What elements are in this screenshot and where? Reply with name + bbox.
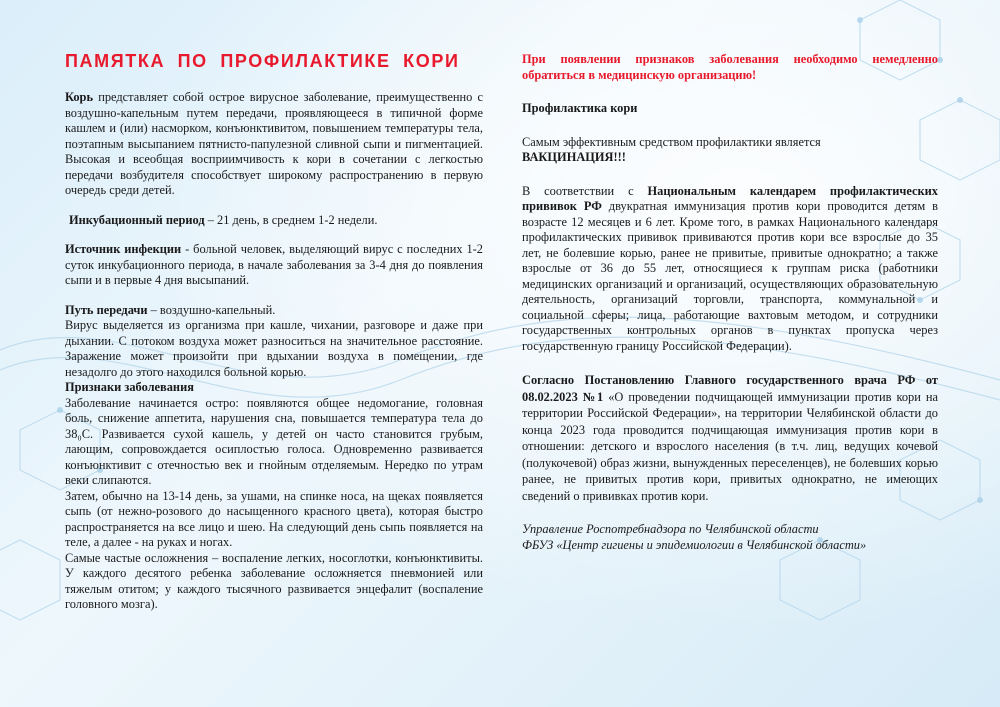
signs-heading-text: Признаки заболевания [65, 380, 194, 394]
decree-term: Согласно Постановлению Главного государственного врача РФ от 08.02.2023 №1 [522, 373, 938, 404]
right-column [522, 52, 938, 553]
signature-line-1: Управление Роспотребнадзора по Челябинской области [522, 522, 819, 536]
source-term: Источник инфекции [65, 242, 182, 256]
signature-line-2: ФБУЗ «Центр гигиены и эпидемиологии в Челябинской области» [522, 537, 867, 552]
calendar-paragraph [522, 184, 938, 355]
calendar-prefix: В соответствии с [522, 183, 648, 198]
intro-text: представляет собой острое вирусное заболевание, преимущественно с воздушно-капельным путем передачи, проявляющееся в типичной форме кашлем и (или) насморком, конъюнктивитом, повышением температуры тела, поэтапным высыпанием пятнисто-папулезной сливной сыпи и пигментацией. Высокая и всеобщая восприимчивость к кори в сочетании с легкостью передачи возбудителя способствует широкому распространению в первую очередь среди детей. [65, 90, 483, 197]
signs-paragraph-1: Заболевание начинается остро: появляются общее недомогание, головная боль, снижение аппетита, нарушения сна, повышается температура тела до 38₀С. Развивается сухой кашель, у детей он часто становится грубым, лающим, сопровождается осиплостью голоса. Одновременно развивается конъюнктивит с отечностью век и гнойным отделяемым. Нередко по утрам веки слипаются. [65, 395, 483, 487]
source-text: - больной человек, выделяющий вирус с последних 1-2 суток инкубационного периода, в начале заболевания за 3-4 дня до появления сыпи и в первые 4 дня высыпаний. [65, 242, 483, 287]
page-title: ПАМЯТКА ПО ПРОФИЛАКТИКЕ КОРИ [65, 51, 460, 71]
source-paragraph [65, 242, 483, 289]
prevention-heading [522, 101, 938, 117]
route-term: Путь передачи [65, 302, 148, 317]
vaccine-emphasis-text: ВАКЦИНАЦИЯ!!! [522, 150, 626, 164]
route-text: – воздушно-капельный. [147, 302, 276, 317]
calendar-text: двукратная иммунизация против кори проводится детям в возрасте 12 месяцев и 6 лет. Кроме того, в рамках Национального календаря профилактических прививок прививаются против кори все взрослые до 35 лет, не болевшие корью, ранее не привитые, привитые однократно; а также взрослые от 36 до 55 лет, относящиеся к группам риска (работники медицинских организаций и организаций, осуществляющих образовательную деятельность, организаций торговли, транспорта, коммунальной и социальной сферы; лица, работающие вахтовым методом, и сотрудники государственных контрольных органов в пунктах пропуска через государственную границу Российской Федерации). [522, 199, 938, 353]
incubation-term: Инкубационный период [69, 212, 205, 227]
prevention-heading-text: Профилактика кори [522, 101, 638, 115]
incubation-text: – 21 день, в среднем 1-2 недели. [204, 212, 378, 227]
route-paragraph: Вирус выделяется из организма при кашле, чихании, разговоре и даже при дыхании. С потоком воздуха может разноситься на значительное расстояние. Заражение может произойти при вдыхании воздуха в помещении, где незадолго до этого находился больной корью. [65, 318, 483, 379]
intro-paragraph [65, 90, 483, 199]
signs-paragraph-3: Самые частые осложнения – воспаление легких, носоглотки, конъюнктивиты. У каждого десятого ребенка заболевание осложняется пневмонией или тяжелым отитом; у каждого тысячного развивается энцефалит (воспаление головного мозга). [65, 550, 483, 611]
warning-text: При появлении признаков заболевания необходимо немедленно обратиться в медицинскую организацию! [522, 52, 938, 82]
intro-term: Корь [65, 90, 94, 104]
signs-heading [65, 380, 483, 396]
incubation-paragraph [65, 213, 483, 229]
route-line [65, 303, 483, 319]
signs-paragraph-2: Затем, обычно на 13-14 день, за ушами, на спинке носа, на щеках появляется сыпь (от нежно-розового до насыщенного красного цвета), которая быстро распространяется на все лицо и шею. На следующий день сыпь появляется на теле, а далее - на руках и ногах. [65, 488, 483, 549]
decree-paragraph [522, 372, 938, 504]
calendar-term: Национальным календарем профилактических прививок РФ [522, 183, 938, 213]
vaccine-emphasis [522, 150, 938, 166]
left-column [65, 50, 483, 613]
decree-text: «О проведении подчищающей иммунизации против кори на территории Российской Федерации», на территории Челябинской области до конца 2023 года проводится подчищающая иммунизация против кори в отношении: детского и взрослого населения (в т.ч. лиц, ведущих кочевой (полукочевой) образ жизни, вынужденных переселенцев), не болевших корью ранее, не привитых против кори, привитых однократно, не имеющих сведений о прививках против кори. [522, 389, 938, 503]
vaccine-line: Самым эффективным средством профилактики является [522, 134, 821, 149]
